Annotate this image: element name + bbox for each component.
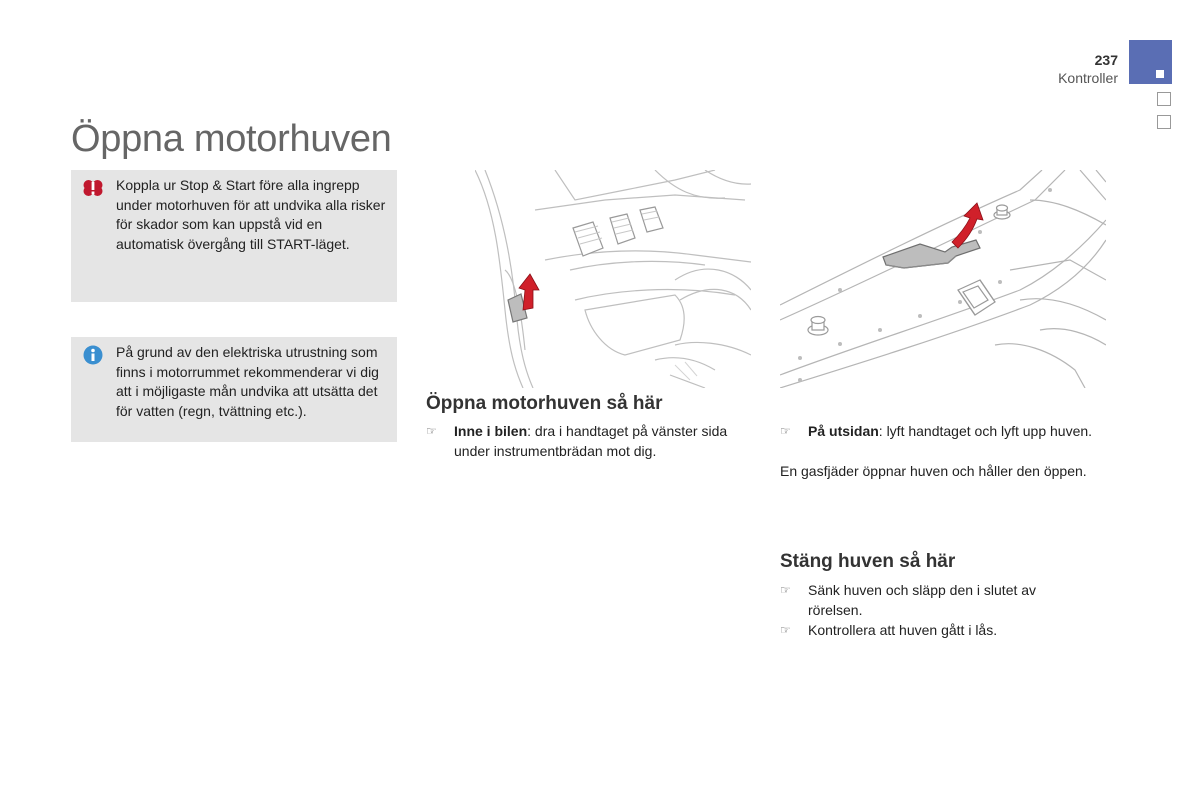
section-tab-active[interactable]: [1129, 40, 1172, 84]
close-bullet-2: [780, 620, 1090, 640]
pointing-hand-icon: ☞: [780, 623, 791, 637]
section-name: Kontroller: [1058, 70, 1118, 86]
close-bullet-1-text: Sänk huven och släpp den i slutet av rörelsen.: [808, 582, 1037, 618]
warning-note: [71, 170, 397, 302]
info-note: [71, 337, 397, 442]
pointing-hand-icon: ☞: [780, 583, 791, 597]
section-tab-3[interactable]: [1157, 115, 1171, 129]
page-number: 237: [1094, 52, 1118, 68]
exterior-bullet: [780, 421, 1100, 441]
exterior-bullet-text: : lyft handtaget och lyft upp huven.: [878, 423, 1093, 439]
pointing-hand-icon: ☞: [426, 424, 437, 438]
exterior-bullet-label: På utsidan: [808, 423, 879, 439]
close-hood-heading: Stäng huven så här: [780, 551, 956, 572]
tab-marker-icon: [1156, 70, 1164, 78]
interior-bullet: [426, 421, 746, 461]
info-text: På grund av den elektriska utrustning som finns i motorrummet rekommenderar vi dig att i möjligaste mån undvika att utsätta det för vatten (regn, tvättning etc.).: [116, 344, 379, 419]
interior-bullet-label: Inne i bilen: [454, 423, 528, 439]
close-bullet-1: [780, 580, 1090, 620]
section-tab-2[interactable]: [1157, 92, 1171, 106]
info-icon: [83, 345, 103, 365]
open-hood-heading: Öppna motorhuven så här: [426, 393, 663, 414]
interior-bullet-text: : dra i handtaget på vänster sida under instrumentbrädan mot dig.: [454, 423, 728, 459]
page-title: Öppna motorhuven: [71, 118, 392, 160]
gas-strut-paragraph: En gasfjäder öppnar huven och håller den öppen.: [780, 463, 1087, 479]
warning-icon: [83, 178, 103, 198]
warning-text: Koppla ur Stop & Start före alla ingrepp under motorhuven för att undvika alla risker för skador som kan uppstå vid en automatisk övergång till START-läget.: [116, 177, 386, 252]
interior-release-illustration: [475, 170, 751, 388]
close-bullet-2-text: Kontrollera att huven gått i lås.: [808, 622, 998, 638]
exterior-release-illustration: [780, 170, 1106, 388]
pointing-hand-icon: ☞: [780, 424, 791, 438]
